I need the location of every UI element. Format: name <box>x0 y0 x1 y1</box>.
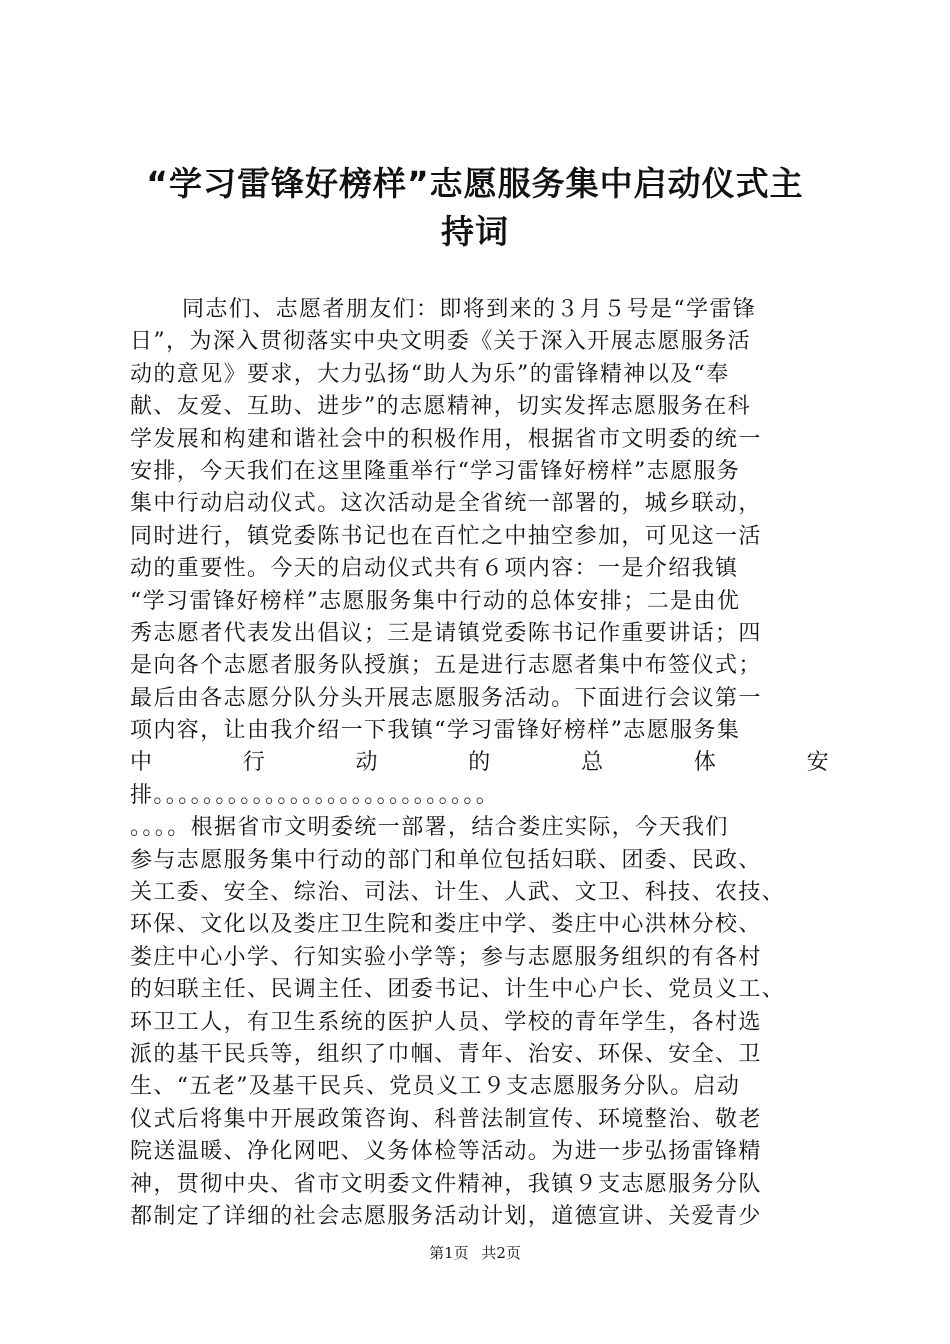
spread-char: 行 <box>242 750 267 776</box>
text-line: 仪式后将集中开展政策咨询、科普法制宣传、环境整治、敬老 <box>130 1106 762 1132</box>
spread-char: 动 <box>355 750 379 776</box>
text-line: 环保、文化以及娄庄卫生院和娄庄中学、娄庄中心洪林分校、 <box>130 912 762 938</box>
text-line: 同志们、志愿者朋友们：即将到来的３月５号是“学雷锋 <box>182 297 757 322</box>
justified-text-line <box>130 747 830 779</box>
text-line: 集中行动启动仪式。这次活动是全省统一部署的，城乡联动， <box>130 491 762 517</box>
text-line: 生、“五老”及基干民兵、党员义工９支志愿服务分队。启动 <box>130 1074 741 1100</box>
text-line: 环卫工人，有卫生系统的医护人员、学校的青年学生，各村选 <box>130 1009 762 1035</box>
text-line: 关工委、安全、综治、司法、计生、人武、文卫、科技、农技、 <box>130 880 786 906</box>
spread-char: 体 <box>693 750 718 776</box>
text-line: 秀志愿者代表发出倡议；三是请镇党委陈书记作重要讲话；四 <box>130 620 762 646</box>
text-line: 日”，为深入贯彻落实中央文明委《关于深入开展志愿服务活 <box>130 329 752 355</box>
text-line: 。。。。根据省市文明委统一部署，结合娄庄实际，今天我们 <box>130 815 729 841</box>
document-title <box>100 160 850 256</box>
text-line: 最后由各志愿分队分头开展志愿服务活动。下面进行会议第一 <box>130 685 762 711</box>
spread-char: 总 <box>581 750 605 776</box>
text-line: 都制定了详细的社会志愿服务活动计划，道德宣讲、关爱青少 <box>130 1203 762 1229</box>
body-paragraph <box>130 294 830 1233</box>
text-line: 安排，今天我们在这里隆重举行“学习雷锋好榜样”志愿服务 <box>130 458 741 484</box>
text-line: 是向各个志愿者服务队授旗；五是进行志愿者集中布签仪式； <box>130 653 762 679</box>
page-total: 共2页 <box>481 1244 521 1262</box>
text-line: 献、友爱、互助、进步”的志愿精神，切实发挥志愿服务在科 <box>130 394 752 420</box>
text-line: 排。。。。。。。。。。。。。。。。。。。。。。。。。。。 <box>130 782 500 808</box>
text-line: 的妇联主任、民调主任、团委书记、计生中心户长、党员义工、 <box>130 977 786 1003</box>
text-line: 参与志愿服务集中行动的部门和单位包括妇联、团委、民政、 <box>130 847 762 873</box>
spread-char: 的 <box>468 750 492 776</box>
text-line: 项内容，让由我介绍一下我镇“学习雷锋好榜样”志愿服务集 <box>130 718 741 744</box>
text-line: 娄庄中心小学、行知实验小学等；参与志愿服务组织的有各村 <box>130 944 762 970</box>
text-line: 动的意见》要求，大力弘扬“助人为乐”的雷锋精神以及“奉 <box>130 361 730 387</box>
text-line: “学习雷锋好榜样”志愿服务集中行动的总体安排；二是由优 <box>130 588 741 614</box>
text-line: 院送温暖、净化网吧、义务体检等活动。为进一步弘扬雷锋精 <box>130 1139 762 1165</box>
title-line-1: “学习雷锋好榜样”志愿服务集中启动仪式主 <box>146 164 804 203</box>
text-line: 学发展和构建和谐社会中的积极作用，根据省市文明委的统一 <box>130 426 762 452</box>
page-number: 第1页 <box>429 1244 469 1262</box>
text-line: 动的重要性。今天的启动仪式共有６项内容：一是介绍我镇 <box>130 556 739 582</box>
text-line: 神，贯彻中央、省市文明委文件精神，我镇９支志愿服务分队 <box>130 1171 762 1197</box>
title-line-2: 持词 <box>441 212 509 251</box>
page-footer <box>0 1243 950 1263</box>
text-line: 同时进行，镇党委陈书记也在百忙之中抽空参加，可见这一活 <box>130 523 762 549</box>
spread-char: 中 <box>130 750 154 776</box>
text-line: 派的基干民兵等，组织了巾帼、青年、治安、环保、安全、卫 <box>130 1041 762 1067</box>
spread-char: 安 <box>806 750 830 776</box>
